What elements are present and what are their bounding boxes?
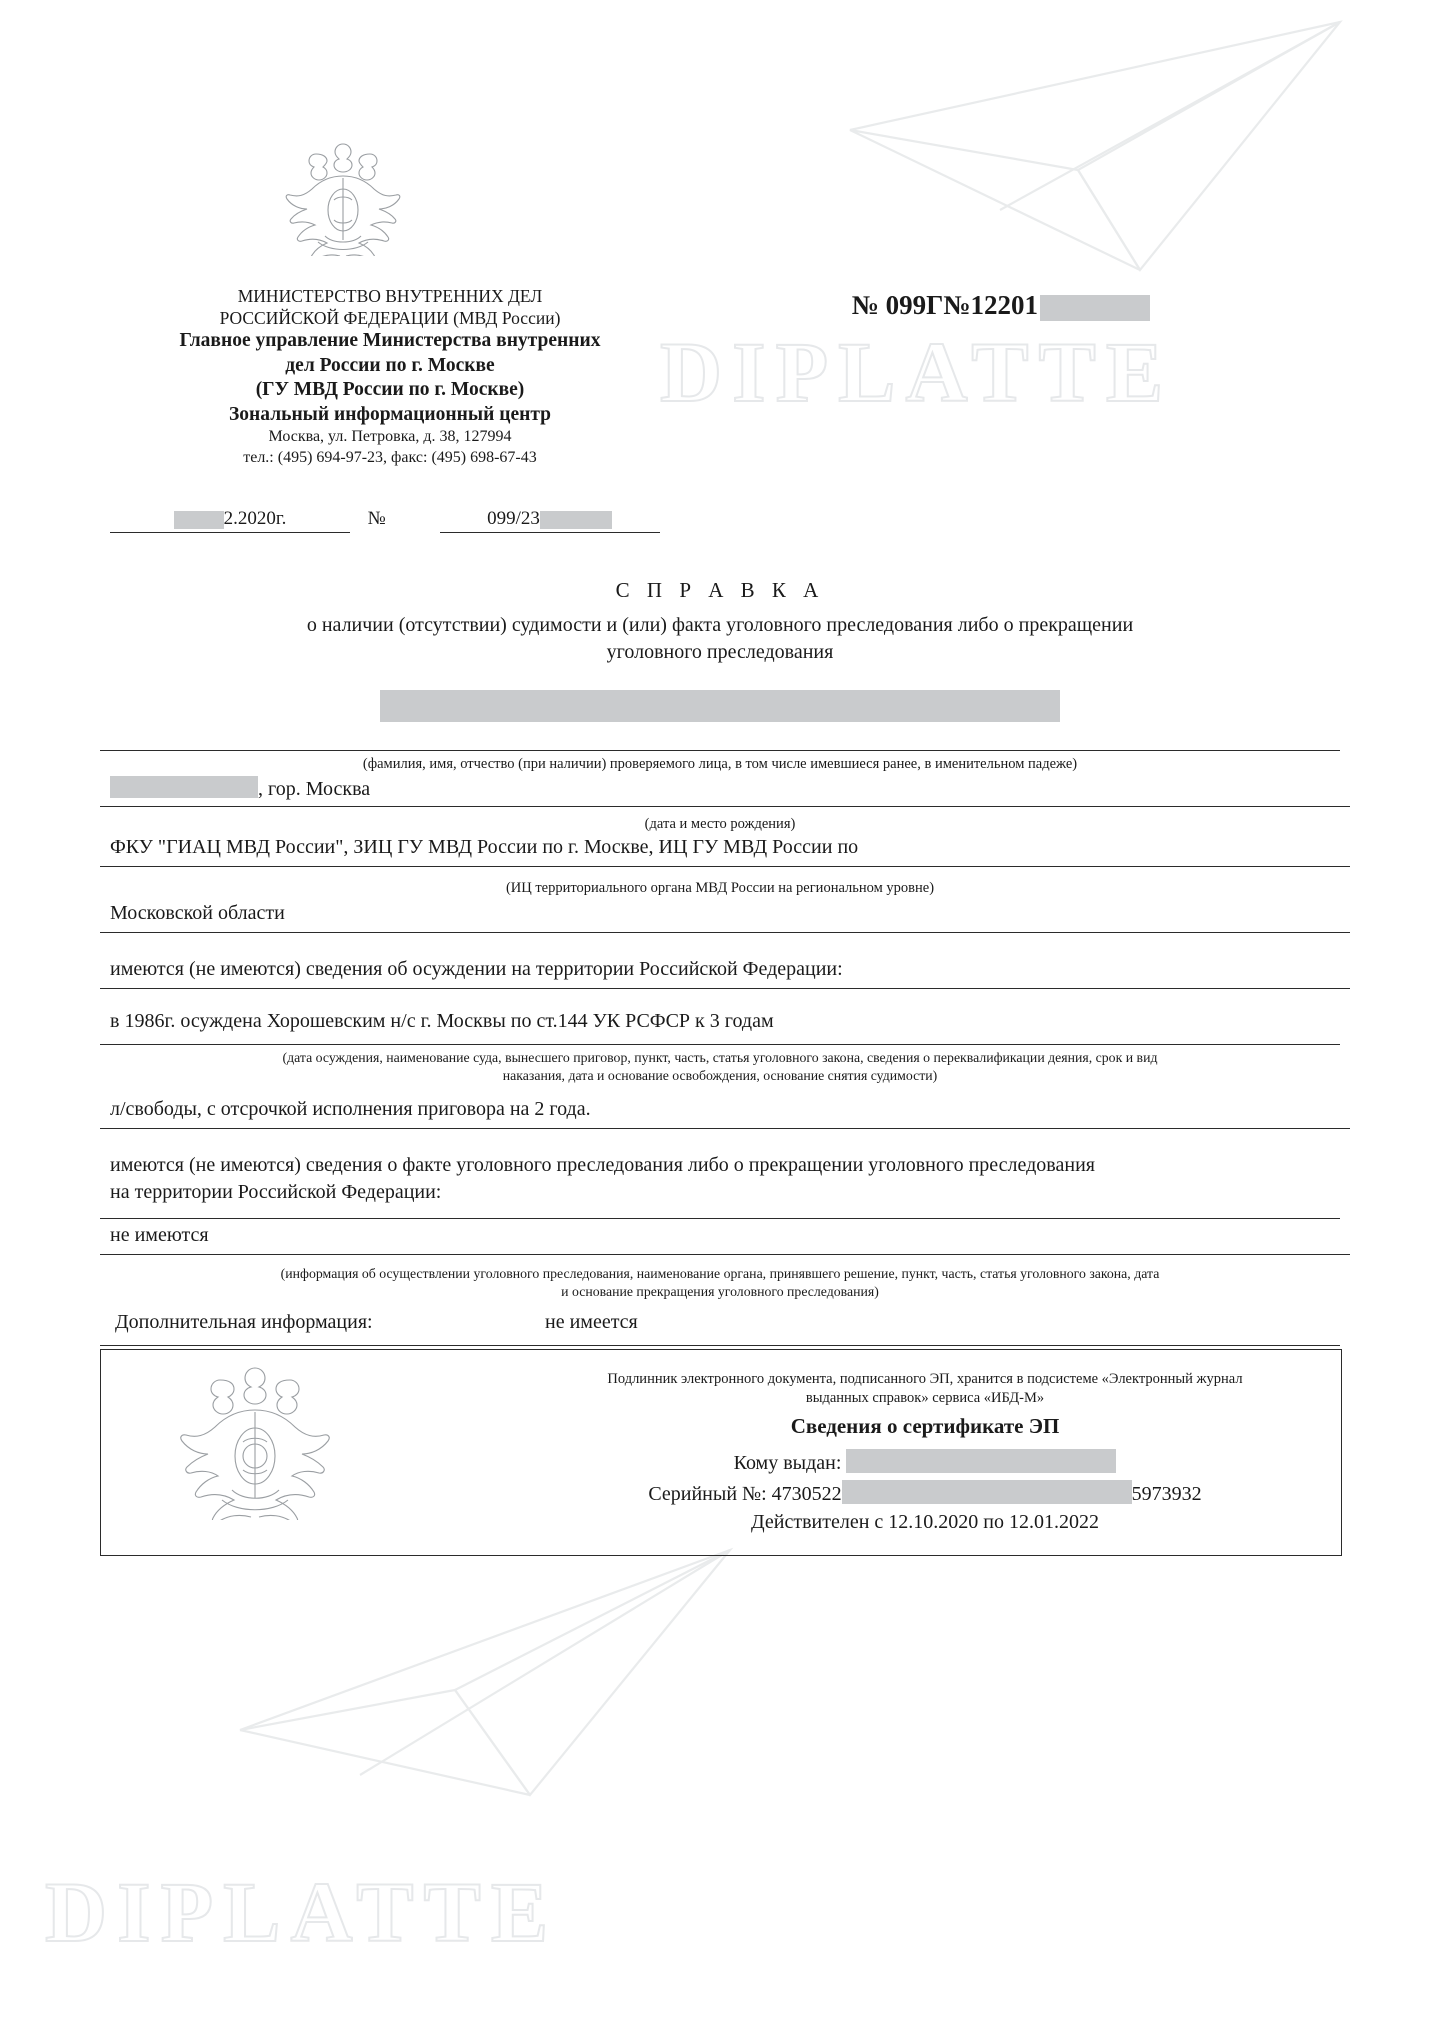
prosecution-caption-line-1: (информация об осуществлении уголовного преследования, наименование органа, принявшего решение, пункт, часть, статья уголовного закона, дата — [280, 1266, 1160, 1281]
birth-field-caption: (дата и место рождения) — [644, 816, 796, 832]
issue-date-value: 2.2020г. — [223, 508, 287, 529]
prosecution-question-rule — [100, 1218, 1340, 1219]
registration-number-label: № — [367, 508, 386, 529]
prosecution-value-row: не имеются — [100, 1224, 1350, 1255]
certificate-issued-to-label: Кому выдан: — [733, 1452, 842, 1474]
prosecution-question-line-2: на территории Российской Федерации: — [110, 1181, 442, 1203]
checking-organization-row: ФКУ "ГИАЦ МВД России", ЗИЦ ГУ МВД России по г. Москве, ИЦ ГУ МВД России по — [100, 836, 1350, 867]
additional-info-value: не имеется — [545, 1311, 638, 1333]
conviction-caption-line-1: (дата осуждения, наименование суда, вынесшего приговор, пункт, часть, статья уголовного закона, сведения о переквалификации деяния, срок и вид — [282, 1050, 1158, 1065]
name-field-row — [100, 690, 1340, 751]
prosecution-question-row — [100, 1152, 1350, 1210]
additional-info-rule — [100, 1345, 1340, 1346]
prosecution-caption-line-2: и основание прекращения уголовного преследования) — [561, 1283, 879, 1299]
birth-field-row — [100, 776, 1350, 807]
department-line-2: дел России по г. Москве — [285, 354, 495, 376]
conviction-value-rule — [100, 1044, 1340, 1045]
conviction-value-row-2: л/свободы, с отсрочкой исполнения приговора на 2 года. — [100, 1098, 1350, 1129]
conviction-caption — [100, 1046, 1340, 1085]
certificate-serial-redaction — [842, 1480, 1132, 1504]
department-line-3: (ГУ МВД России по г. Москве) — [255, 379, 525, 401]
page-subtitle-line-2: уголовного преследования — [606, 641, 834, 663]
certificate-issued-to-redaction — [846, 1449, 1116, 1473]
page-subtitle-line-1: о наличии (отсутствии) судимости и (или) факта уголовного преследования либо о прекращении — [306, 614, 1134, 636]
conviction-question-row: имеются (не имеются) сведения об осуждении на территории Российской Федерации: — [100, 958, 1350, 989]
certificate-note-line-2: выданных справок» сервиса «ИБД-М» — [805, 1390, 1045, 1407]
certificate-note — [545, 1370, 1305, 1409]
watermark-bottom: DIPLATTE — [45, 1864, 559, 1960]
birth-place-value: , гор. Москва — [258, 778, 371, 800]
registration-number-value: 099/23 — [487, 508, 540, 529]
date-and-registration-row — [110, 508, 660, 533]
ministry-line-1: МИНИСТЕРСТВО ВНУТРЕННИХ ДЕЛ — [237, 286, 543, 306]
certificate-validity: Действителен с 12.10.2020 по 12.01.2022 — [751, 1511, 1099, 1533]
document-number-text: № 099Г№12201 — [851, 290, 1038, 320]
department-line-1: Главное управление Министерства внутренних — [179, 330, 601, 352]
registration-number-redaction — [540, 511, 612, 529]
conviction-caption-line-2: наказания, дата и основание освобождения, основание снятия судимости) — [502, 1067, 938, 1083]
page-title: С П Р А В К А — [615, 578, 825, 602]
organization-phone: тел.: (495) 694-97-23, факс: (495) 698-67-43 — [243, 448, 537, 466]
additional-info-label: Дополнительная информация: — [115, 1311, 373, 1333]
checking-organization-caption: (ИЦ территориального органа МВД России на региональном уровне) — [505, 880, 935, 896]
prosecution-question-line-1: имеются (не имеются) сведения о факте уголовного преследования либо о прекращении уголовного преследования — [110, 1154, 1095, 1176]
checking-organization-row-2: Московской области — [100, 902, 1350, 933]
conviction-value-row: в 1986г. осуждена Хорошевским н/с г. Москвы по ст.144 УК РСФСР к 3 годам — [110, 1010, 774, 1032]
russian-coat-of-arms-seal-icon — [150, 1360, 360, 1520]
issue-date-redaction — [174, 511, 224, 529]
issuing-organization-block — [110, 285, 670, 468]
page-subtitle — [0, 612, 1440, 666]
prosecution-caption — [100, 1262, 1340, 1301]
document-number — [852, 290, 1150, 321]
registration-number-field — [440, 508, 660, 533]
certificate-note-line-1: Подлинник электронного документа, подписанного ЭП, хранится в подсистеме «Электронный журнал — [607, 1371, 1243, 1387]
birth-date-redaction — [110, 776, 258, 798]
certificate-serial-row — [545, 1480, 1305, 1506]
department-line-4: Зональный информационный центр — [229, 403, 551, 425]
certificate-serial-suffix: 5973932 — [1131, 1483, 1202, 1505]
ministry-line-2: РОССИЙСКОЙ ФЕДЕРАЦИИ (МВД России) — [219, 308, 561, 329]
issue-date-field — [110, 508, 350, 533]
organization-address: Москва, ул. Петровка, д. 38, 127994 — [268, 428, 512, 446]
name-field-caption: (фамилия, имя, отчество (при наличии) проверяемого лица, в том числе имевшиеся ранее, в именительном падеже) — [362, 756, 1078, 772]
watermark-top: DIPLATTE — [660, 324, 1174, 420]
certificate-serial-prefix: 4730522 — [771, 1483, 842, 1505]
full-name-redaction — [380, 690, 1060, 722]
certificate-serial-label: Серийный №: — [648, 1483, 767, 1505]
certificate-issued-to-row — [545, 1449, 1305, 1475]
document-number-redaction — [1040, 295, 1150, 321]
russian-coat-of-arms-icon — [268, 138, 418, 256]
certificate-title: Сведения о сертификате ЭП — [790, 1414, 1060, 1438]
